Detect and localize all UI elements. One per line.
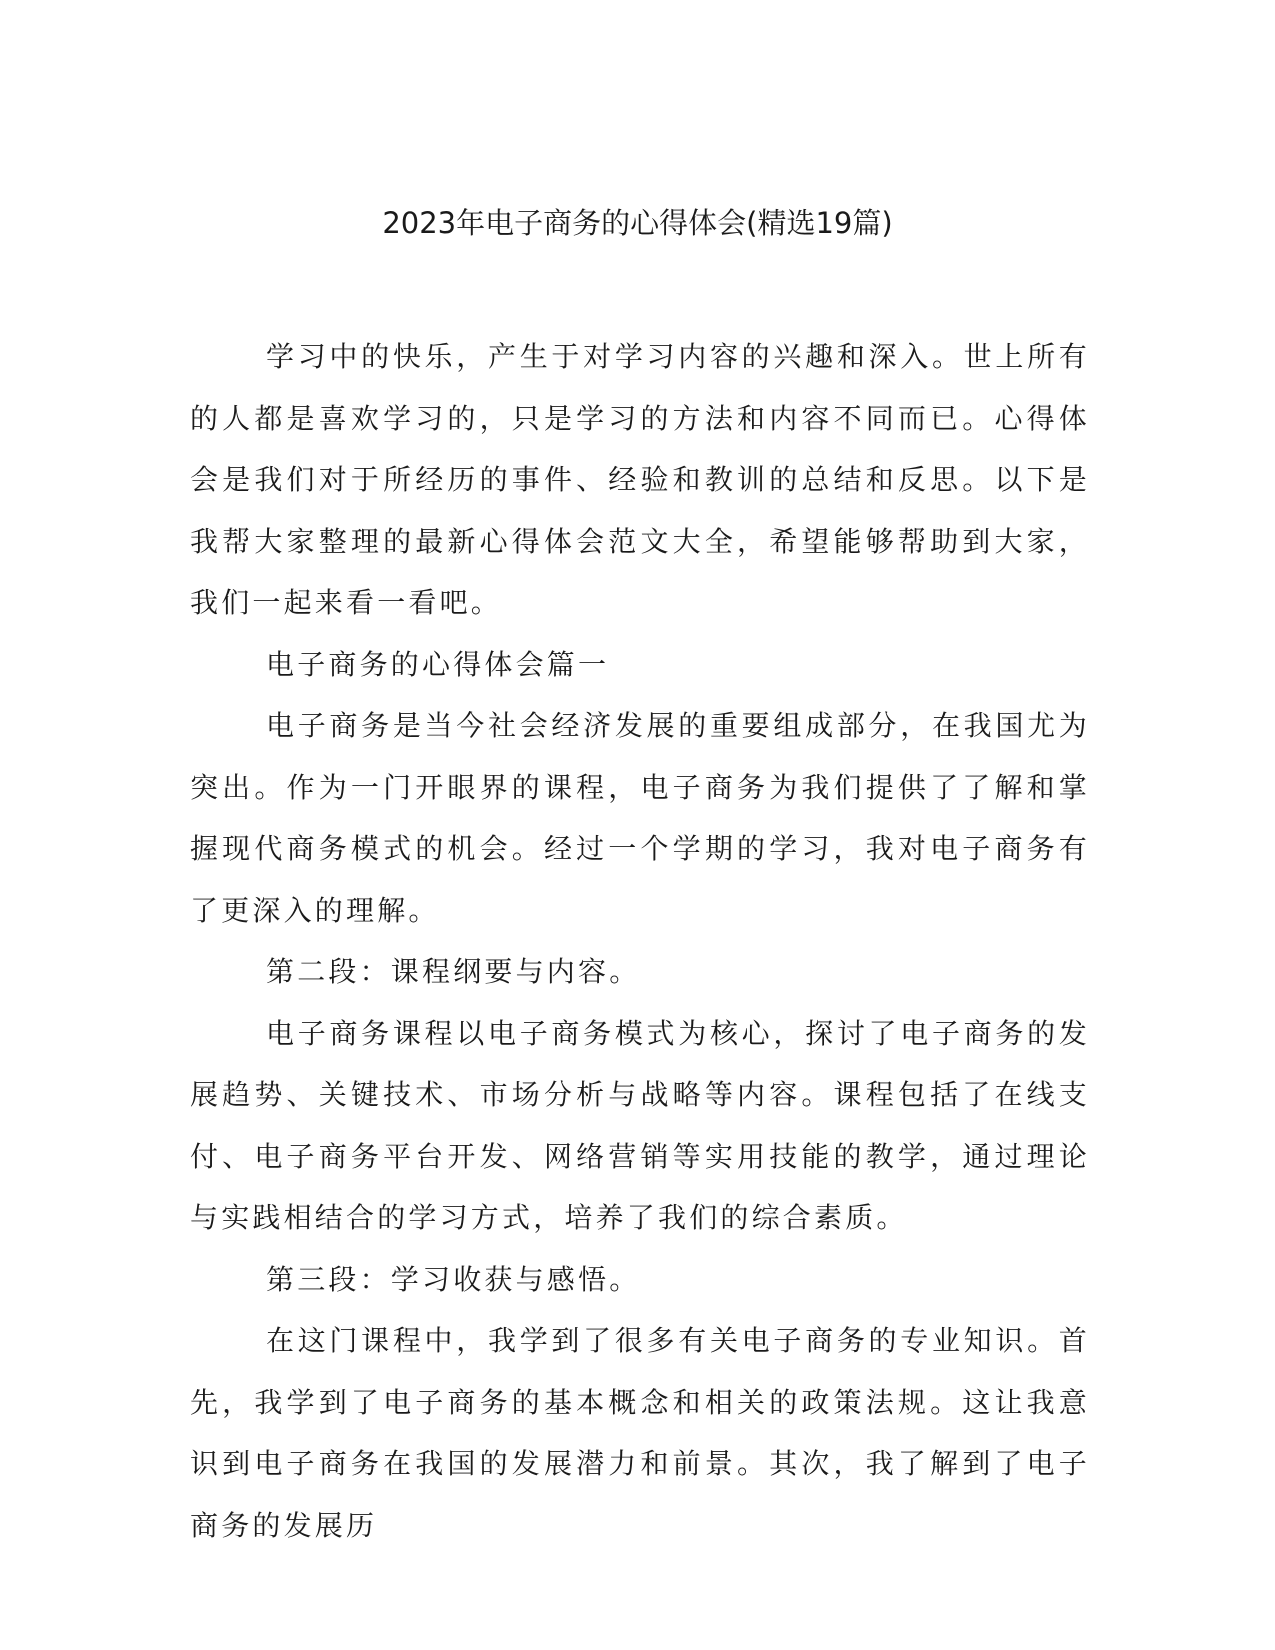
document-title: 2023年电子商务的心得体会(精选19篇) <box>382 206 893 240</box>
paragraph-2: 电子商务课程以电子商务模式为核心，探讨了电子商务的发展趋势、关键技术、市场分析与战略等内容。课程包括了在线支付、电子商务平台开发、网络营销等实用技能的教学，通过理论与实践相结合的学习方式，培养了我们的综合素质。 <box>190 1016 1090 1234</box>
section-heading-3: 第三段：学习收获与感悟。 <box>266 1262 641 1296</box>
paragraph-3: 在这门课程中，我学到了很多有关电子商务的专业知识。首先，我学到了电子商务的基本概念和相关的政策法规。这让我意识到电子商务在我国的发展潜力和前景。其次，我了解到了电子商务的发展历 <box>190 1324 1090 1542</box>
paragraph-1: 电子商务是当今社会经济发展的重要组成部分，在我国尤为突出。作为一门开眼界的课程，电子商务为我们提供了了解和掌握现代商务模式的机会。经过一个学期的学习，我对电子商务有了更深入的理解。 <box>190 709 1090 927</box>
paragraph-intro: 学习中的快乐，产生于对学习内容的兴趣和深入。世上所有的人都是喜欢学习的，只是学习的方法和内容不同而已。心得体会是我们对于所经历的事件、经验和教训的总结和反思。以下是我帮大家整理的最新心得体会范文大全，希望能够帮助到大家，我们一起来看一看吧。 <box>190 340 1090 619</box>
section-heading-1: 电子商务的心得体会篇一 <box>266 647 610 681</box>
section-heading-2: 第二段：课程纲要与内容。 <box>266 955 641 988</box>
document-body <box>190 326 1090 1556</box>
